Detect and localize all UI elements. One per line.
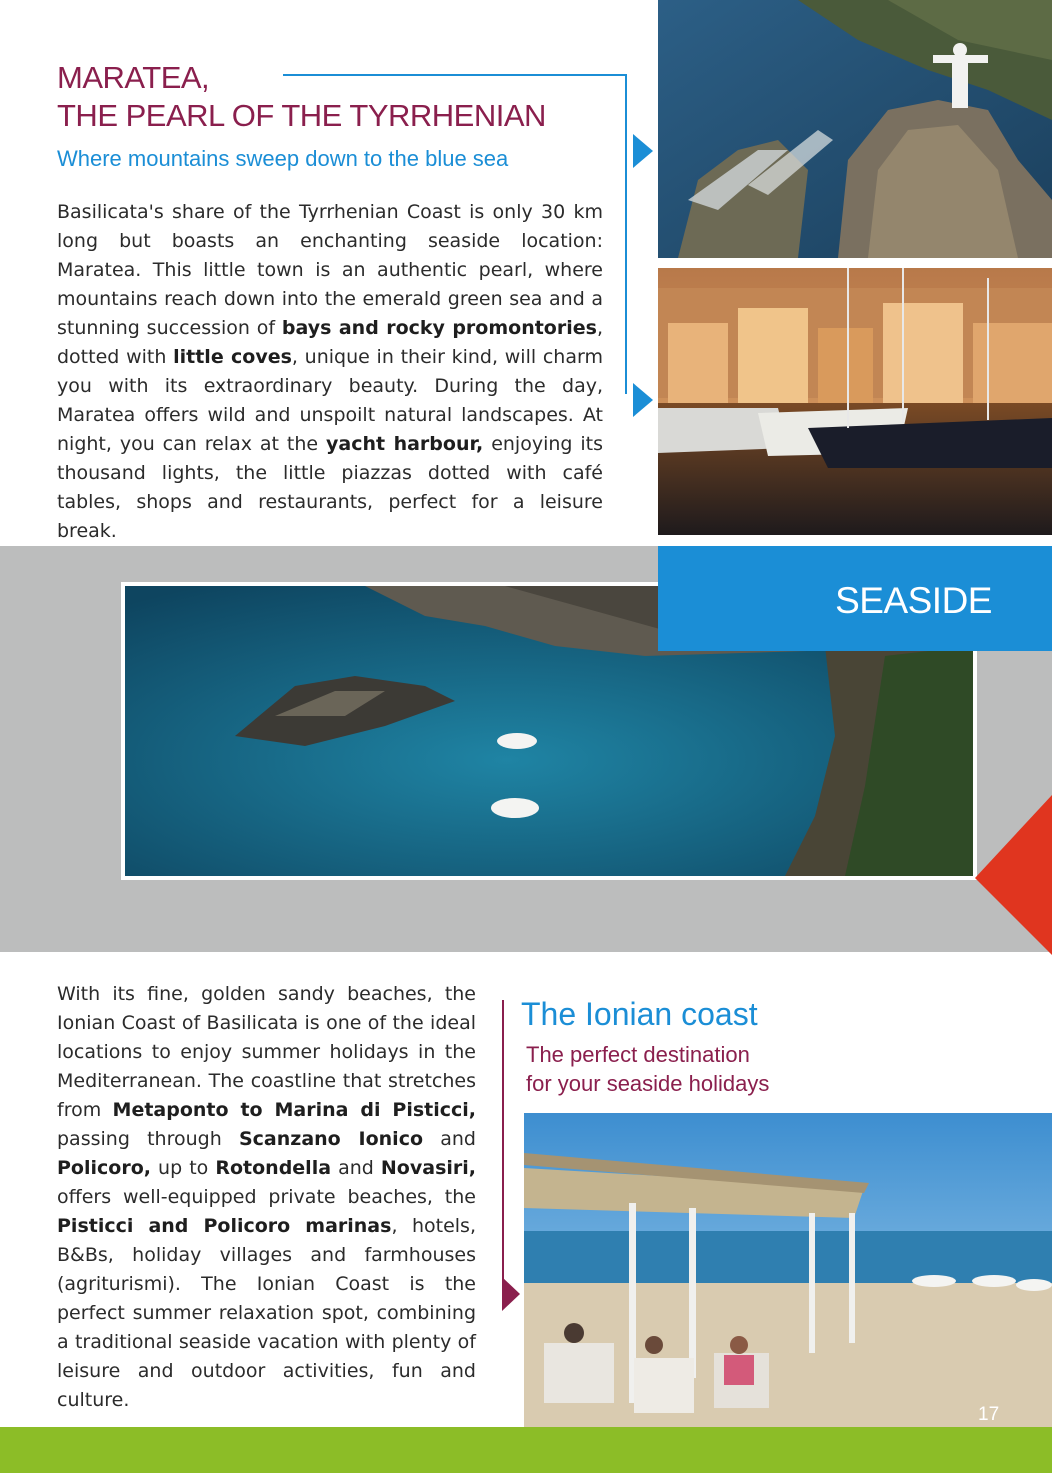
page-title-line2: THE PEARL OF THE TYRRHENIAN xyxy=(57,98,546,133)
page-title-line1: MARATEA, xyxy=(57,60,210,95)
ionian-rule-vertical xyxy=(502,1000,504,1290)
ionian-subtitle-line2: for your seaside holidays xyxy=(526,1071,770,1096)
ionian-subtitle-line1: The perfect destination xyxy=(526,1042,750,1067)
page-number: 17 xyxy=(978,1404,1000,1425)
title-rule-horizontal xyxy=(283,74,627,76)
maratea-aerial-photo xyxy=(658,0,1052,258)
section-label-box xyxy=(658,546,1052,651)
ionian-title: The Ionian coast xyxy=(521,996,758,1032)
arrow-marker-icon xyxy=(502,1277,520,1311)
maratea-paragraph: Basilicata's share of the Tyrrhenian Coast is only 30 km long but boasts an enchanting seaside location: Maratea. This little town is an authentic pearl, where mountains reach down into the emerald green sea and a stunning succession of bays and rocky promontories, dotted with little coves, unique in their kind, will charm you with its extraordinary beauty. During the day, Maratea offers wild and unspoilt natural landscapes. At night, you can relax at the yacht harbour, enjoying its thousand lights, the little piazzas dotted with café tables, shops and restaurants, perfect for a leisure break. xyxy=(57,201,604,542)
page-subtitle: Where mountains sweep down to the blue sea xyxy=(57,146,509,171)
harbour-sunset-photo xyxy=(658,268,1052,535)
ionian-beach-photo xyxy=(524,1113,1052,1427)
arrow-marker-icon xyxy=(633,383,653,417)
footer-bar xyxy=(0,1427,1052,1473)
section-label: SEASIDE xyxy=(835,580,992,621)
title-rule-vertical xyxy=(625,74,627,394)
arrow-marker-icon xyxy=(633,134,653,168)
ionian-paragraph: With its fine, golden sandy beaches, the Ionian Coast of Basilicata is one of the ideal locations to enjoy summer holidays in the Mediterranean. The coastline that stretches from Metaponto to Marina di Pisticci, passing through Scanzano Ionico and Policoro, up to Rotondella and Novasiri, offers well-equipped private beaches, the Pisticci and Policoro marinas, hotels, B&Bs, holiday villages and farmhouses (agriturismi). The Ionian Coast is the perfect summer relaxation spot, combining a traditional seaside vacation with plenty of leisure and outdoor activities, fun and culture. xyxy=(57,983,476,1411)
red-corner-marker xyxy=(975,795,1052,955)
